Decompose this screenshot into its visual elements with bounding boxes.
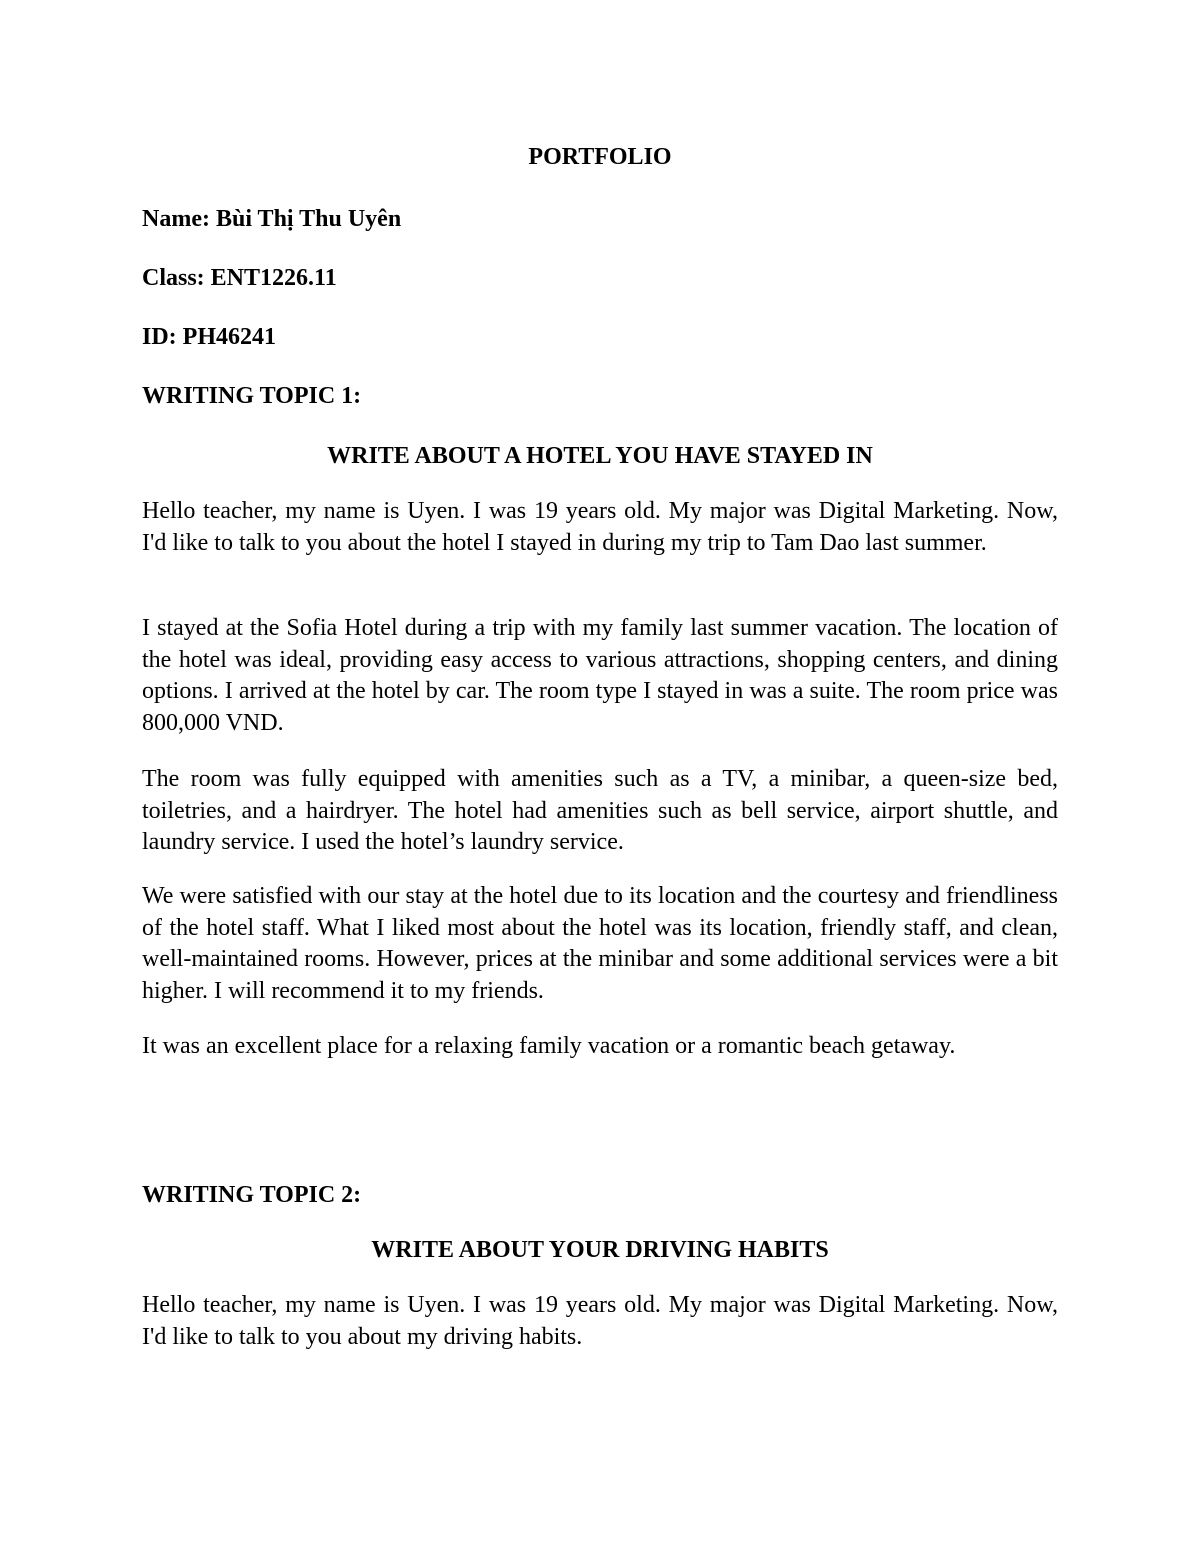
topic1-paragraph-1: Hello teacher, my name is Uyen. I was 19 years old. My major was Digital Marketing. Now, I'd like to talk to you about the hotel I stayed in during my trip to Tam Dao last summer. [142,498,1058,556]
topic1-paragraph-5: It was an excellent place for a relaxing family vacation or a romantic beach getaway. [142,1033,956,1059]
document-title: PORTFOLIO [528,144,672,170]
student-name: Name: Bùi Thị Thu Uyên [142,206,402,232]
topic1-heading: WRITE ABOUT A HOTEL YOU HAVE STAYED IN [327,443,873,469]
topic1-label: WRITING TOPIC 1: [142,383,362,409]
student-class: Class: ENT1226.11 [142,265,337,291]
topic1-paragraph-4: We were satisfied with our stay at the hotel due to its location and the courtesy and friendliness of the hotel staff. What I liked most about the hotel was its location, friendly staff, and clean, well-maintained rooms. However, prices at the minibar and some additional services were a bit higher. I will recommend it to my friends. [142,883,1058,1004]
topic1-paragraph-3: The room was fully equipped with amenities such as a TV, a minibar, a queen-size bed, toiletries, and a hairdryer. The hotel had amenities such as bell service, airport shuttle, and laundry service. I used the hotel’s laundry service. [142,766,1058,855]
topic2-heading: WRITE ABOUT YOUR DRIVING HABITS [371,1237,829,1263]
topic1-paragraph-2: I stayed at the Sofia Hotel during a trip with my family last summer vacation. The location of the hotel was ideal, providing easy access to various attractions, shopping centers, and dining options. I arrived at the hotel by car. The room type I stayed in was a suite. The room price was 800,000 VND. [142,615,1058,736]
student-id: ID: PH46241 [142,324,276,350]
topic2-label: WRITING TOPIC 2: [142,1182,362,1208]
topic2-paragraph-1: Hello teacher, my name is Uyen. I was 19 years old. My major was Digital Marketing. Now, I'd like to talk to you about my driving habits. [142,1292,1058,1350]
